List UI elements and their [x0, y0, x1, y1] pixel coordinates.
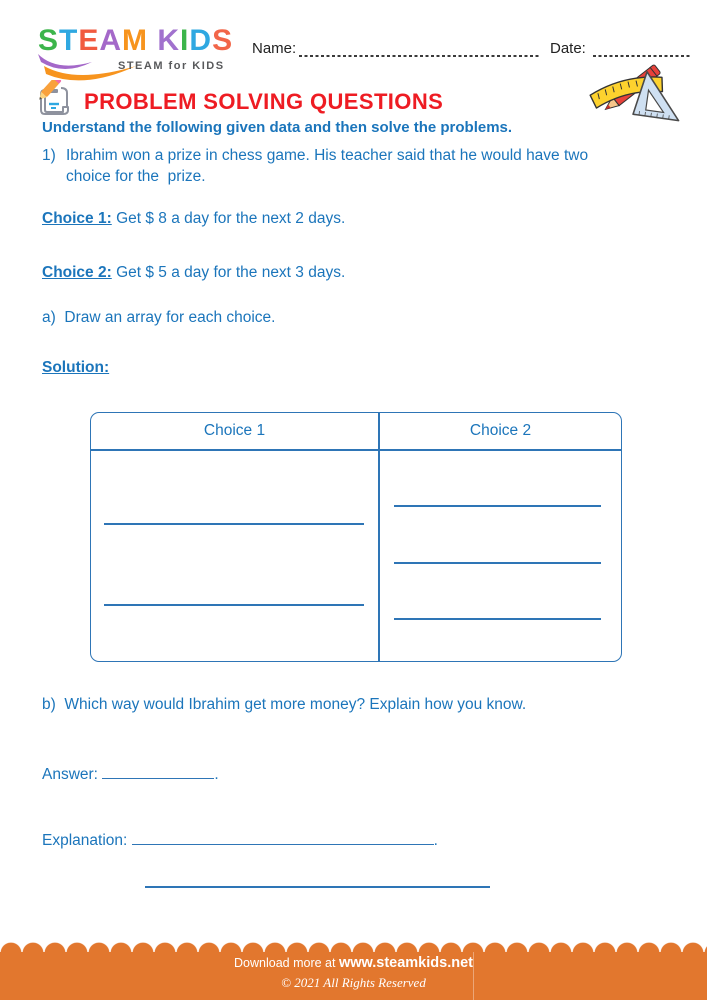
logo-tagline: STEAM for KIDS	[118, 60, 225, 72]
name-fill-line	[299, 55, 540, 57]
explanation-label: Explanation:	[42, 832, 128, 849]
logo-wordmark: STEAM KIDS	[38, 24, 234, 57]
table-header-separator	[91, 449, 621, 451]
table-header-choice2: Choice 2	[469, 422, 532, 439]
question-number: 1)	[42, 147, 56, 164]
choice2-statement	[42, 262, 345, 283]
instruction-text: Understand the following given data and then solve the problems.	[42, 119, 513, 136]
choice2-label: Choice 2:	[42, 264, 112, 281]
choice2-text: Get $ 5 a day for the next 3 days.	[116, 264, 346, 281]
answer-blank-line	[102, 763, 214, 779]
choice2-blank-line	[394, 505, 601, 507]
explanation-blank-line	[132, 829, 434, 845]
part-a-marker: a)	[42, 309, 56, 326]
explanation-row	[42, 829, 438, 851]
footer-download-text	[0, 955, 707, 971]
name-label: Name:	[252, 40, 297, 57]
table-header-choice1: Choice 1	[203, 422, 266, 439]
answer-label: Answer:	[42, 766, 98, 783]
choice2-blank-line	[394, 618, 601, 620]
date-label: Date:	[550, 40, 586, 57]
part-b	[42, 694, 526, 715]
steam-kids-logo	[38, 26, 248, 82]
choice1-blank-line	[104, 523, 364, 525]
table-column-separator	[378, 413, 380, 661]
choice1-label: Choice 1:	[42, 210, 112, 227]
part-b-text: Which way would Ibrahim get more money? Explain how you know.	[64, 696, 527, 713]
answer-row	[42, 763, 219, 785]
part-a	[42, 307, 276, 328]
solution-label: Solution:	[42, 359, 110, 376]
choice1-text: Get $ 8 a day for the next 2 days.	[116, 210, 346, 227]
ruler-setsquare-illustration	[583, 56, 693, 128]
choice2-blank-line	[394, 562, 601, 564]
part-b-marker: b)	[42, 696, 56, 713]
answer-period: .	[214, 766, 219, 783]
explanation-blank-line-2	[145, 886, 490, 888]
footer-site-link[interactable]: www.steamkids.net	[338, 955, 473, 971]
page-title: PROBLEM SOLVING QUESTIONS	[84, 89, 444, 114]
choice1-blank-line	[104, 604, 364, 606]
scroll-pencil-icon	[36, 80, 78, 122]
footer-download-prefix: Download more at	[234, 956, 339, 970]
part-a-text: Draw an array for each choice.	[64, 309, 276, 326]
footer-copyright: © 2021 All Rights Reserved	[281, 975, 426, 990]
choice1-statement	[42, 208, 345, 229]
question-line2: choice for the prize.	[66, 168, 206, 185]
explanation-period: .	[433, 832, 438, 849]
question-line1: Ibrahim won a prize in chess game. His teacher said that he would have two	[66, 147, 589, 164]
solution-table	[90, 412, 622, 662]
